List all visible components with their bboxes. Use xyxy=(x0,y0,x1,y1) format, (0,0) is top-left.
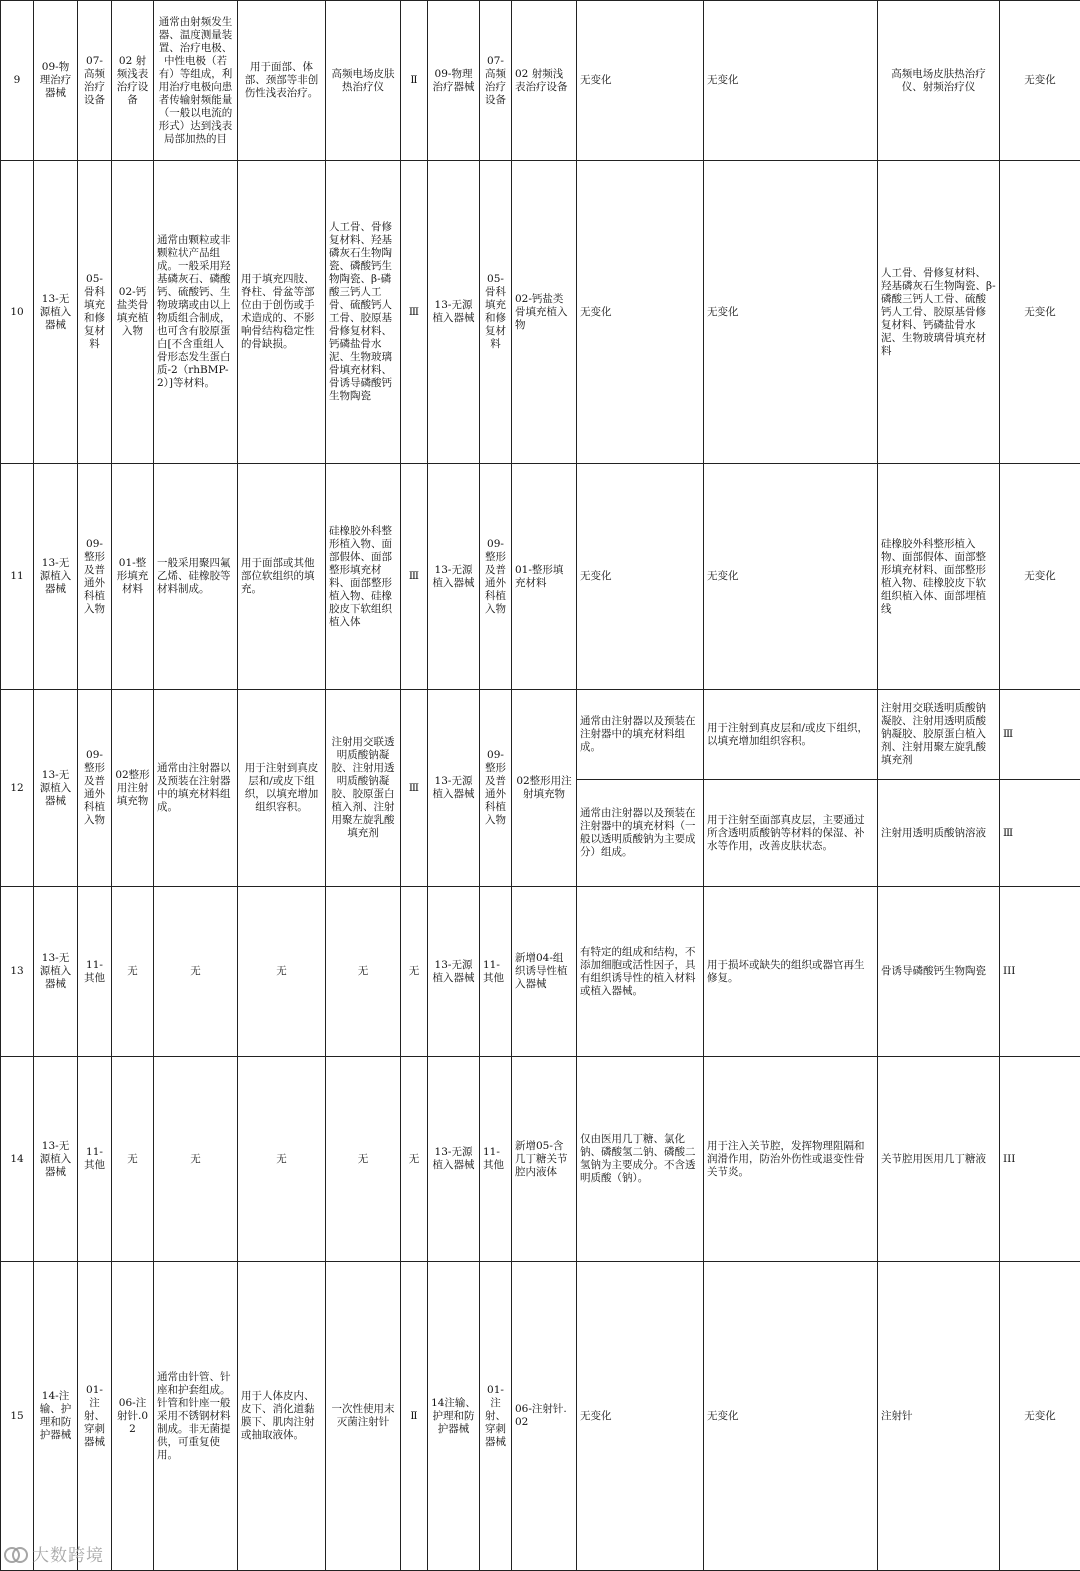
new-description: 无变化 xyxy=(577,1,704,161)
row-number: 13 xyxy=(1,887,34,1057)
old-product-examples: 无 xyxy=(326,887,401,1057)
new-intended-use: 用于注射到真皮层和/或皮下组织，以填充增加组织容积。 xyxy=(704,690,878,780)
new-subcategory-2: 06-注射针.02 xyxy=(512,1262,577,1571)
old-description: 无 xyxy=(154,887,238,1057)
old-product-examples: 硅橡胶外科整形植入物、面部假体、面部整形填充材料、面部整形植入物、硅橡胶皮下软组织植入体 xyxy=(326,464,401,690)
old-description: 无 xyxy=(154,1057,238,1262)
new-management-class: 无变化 xyxy=(1000,161,1080,464)
old-subcategory-1: 01-注射、穿刺器械 xyxy=(78,1262,112,1571)
old-subcategory-2: 01-整形填充材料 xyxy=(112,464,154,690)
old-category: 09-物理治疗器械 xyxy=(34,1,78,161)
old-product-examples: 无 xyxy=(326,1057,401,1262)
old-category: 13-无源植入器械 xyxy=(34,690,78,887)
new-subcategory-1: 11-其他 xyxy=(480,887,512,1057)
new-category: 13-无源植入器械 xyxy=(428,161,480,464)
old-subcategory-2: 无 xyxy=(112,887,154,1057)
watermark-text: 大数跨境 xyxy=(32,1541,104,1566)
new-management-class: III xyxy=(1000,887,1080,1057)
old-category: 13-无源植入器械 xyxy=(34,464,78,690)
old-description: 通常由射频发生器、温度测量装置、治疗电极、中性电极（若有）等组成，利用治疗电极向患者传输射频能量（一般以电流的形式）达到浅表局部加热的目 xyxy=(154,1,238,161)
new-subcategory-1: 01-注射、穿刺器械 xyxy=(480,1262,512,1571)
new-subcategory-1: 05-骨科填充和修复材料 xyxy=(480,161,512,464)
new-category: 13-无源植入器械 xyxy=(428,887,480,1057)
table-row xyxy=(1,161,1080,464)
old-intended-use: 用于填充四肢、脊柱、骨盆等部位由于创伤或手术造成的、不影响骨结构稳定性的骨缺损。 xyxy=(238,161,326,464)
old-subcategory-1: 11-其他 xyxy=(78,1057,112,1262)
old-product-examples: 一次性使用末灭菌注射针 xyxy=(326,1262,401,1571)
old-category: 14-注输、护理和防护器械 xyxy=(34,1262,78,1571)
table-row xyxy=(1,1262,1080,1571)
row-number: 11 xyxy=(1,464,34,690)
watermark xyxy=(4,1541,104,1566)
table-row xyxy=(1,690,1080,780)
new-management-class: Ⅲ xyxy=(1000,780,1080,887)
old-intended-use: 用于人体皮内、皮下、消化道黏膜下、肌肉注射或抽取液体。 xyxy=(238,1262,326,1571)
old-description: 通常由针管、针座和护套组成。针管和针座一般采用不锈钢材料制成。非无菌提供，可重复使用。 xyxy=(154,1262,238,1571)
new-management-class: 无变化 xyxy=(1000,464,1080,690)
new-description: 通常由注射器以及预装在注射器中的填充材料（一般以透明质酸钠为主要成分）组成。 xyxy=(577,780,704,887)
old-subcategory-2: 无 xyxy=(112,1057,154,1262)
row-number: 15 xyxy=(1,1262,34,1571)
old-subcategory-1: 09-整形及普通外科植入物 xyxy=(78,690,112,887)
old-intended-use: 用于面部、体部、颈部等非创伤性浅表治疗。 xyxy=(238,1,326,161)
old-management-class: 无 xyxy=(401,1057,428,1262)
old-management-class: Ⅲ xyxy=(401,161,428,464)
new-intended-use: 无变化 xyxy=(704,1,878,161)
row-number: 10 xyxy=(1,161,34,464)
new-subcategory-2: 01-整形填充材料 xyxy=(512,464,577,690)
old-management-class: Ⅲ xyxy=(401,464,428,690)
table-row xyxy=(1,1,1080,161)
table-row xyxy=(1,1057,1080,1262)
watermark-logo-icon xyxy=(4,1545,26,1563)
new-intended-use: 用于损坏或缺失的组织或器官再生修复。 xyxy=(704,887,878,1057)
table-row xyxy=(1,464,1080,690)
new-category: 13-无源植入器械 xyxy=(428,1057,480,1262)
old-management-class: Ⅱ xyxy=(401,1,428,161)
new-product-examples: 注射用交联透明质酸钠凝胶、注射用透明质酸钠凝胶、胶原蛋白植入剂、注射用聚左旋乳酸填充剂 xyxy=(878,690,1000,780)
old-subcategory-2: 02 射频浅表治疗设备 xyxy=(112,1,154,161)
new-product-examples: 高频电场皮肤热治疗仪、射频治疗仪 xyxy=(878,1,1000,161)
new-category: 14注输、护理和防护器械 xyxy=(428,1262,480,1571)
old-management-class: Ⅱ xyxy=(401,1262,428,1571)
new-management-class: Ⅲ xyxy=(1000,690,1080,780)
old-product-examples: 高频电场皮肤热治疗仪 xyxy=(326,1,401,161)
new-intended-use: 无变化 xyxy=(704,464,878,690)
old-subcategory-2: 02-钙盐类骨填充植入物 xyxy=(112,161,154,464)
new-category: 13-无源植入器械 xyxy=(428,690,480,887)
new-subcategory-2: 02整形用注射填充物 xyxy=(512,690,577,887)
new-product-examples: 硅橡胶外科整形植入物、面部假体、面部整形填充材料、面部整形植入物、硅橡胶皮下软组织植入体、面部埋植线 xyxy=(878,464,1000,690)
new-description: 通常由注射器以及预装在注射器中的填充材料组成。 xyxy=(577,690,704,780)
new-product-examples: 关节腔用医用几丁糖液 xyxy=(878,1057,1000,1262)
old-subcategory-1: 05-骨科填充和修复材料 xyxy=(78,161,112,464)
new-description: 无变化 xyxy=(577,464,704,690)
new-category: 13-无源植入器械 xyxy=(428,464,480,690)
old-intended-use: 用于注射到真皮层和/或皮下组织，以填充增加组织容积。 xyxy=(238,690,326,887)
new-intended-use: 用于注射至面部真皮层，主要通过所含透明质酸钠等材料的保湿、补水等作用，改善皮肤状态。 xyxy=(704,780,878,887)
new-product-examples: 注射用透明质酸钠溶液 xyxy=(878,780,1000,887)
row-number: 12 xyxy=(1,690,34,887)
table-row xyxy=(1,887,1080,1057)
new-description: 无变化 xyxy=(577,161,704,464)
old-management-class: Ⅲ xyxy=(401,690,428,887)
old-description: 一般采用聚四氟乙烯、硅橡胶等材料制成。 xyxy=(154,464,238,690)
new-subcategory-1: 07-高频治疗设备 xyxy=(480,1,512,161)
old-intended-use: 无 xyxy=(238,887,326,1057)
row-number: 14 xyxy=(1,1057,34,1262)
new-product-examples: 注射针 xyxy=(878,1262,1000,1571)
new-product-examples: 骨诱导磷酸钙生物陶瓷 xyxy=(878,887,1000,1057)
new-subcategory-2: 02-钙盐类骨填充植入物 xyxy=(512,161,577,464)
new-management-class: 无变化 xyxy=(1000,1262,1080,1571)
row-number: 9 xyxy=(1,1,34,161)
new-description: 仅由医用几丁糖、氯化钠、磷酸氢二钠、磷酸二氢钠为主要成分。不含透明质酸（钠）。 xyxy=(577,1057,704,1262)
old-management-class: 无 xyxy=(401,887,428,1057)
new-subcategory-2: 新增04-组织诱导性植入器械 xyxy=(512,887,577,1057)
old-product-examples: 人工骨、骨修复材料、羟基磷灰石生物陶瓷、磷酸钙生物陶瓷、β-磷酸三钙人工骨、硫酸钙人工骨、胶原基骨修复材料、钙磷盐骨水泥、生物玻璃骨填充材料、骨诱导磷酸钙生物陶瓷 xyxy=(326,161,401,464)
new-description: 有特定的组成和结构，不添加细胞或活性因子，具有组织诱导性的植入材料或植入器械。 xyxy=(577,887,704,1057)
old-subcategory-1: 07-高频治疗设备 xyxy=(78,1,112,161)
old-category: 13-无源植入器械 xyxy=(34,887,78,1057)
new-management-class: III xyxy=(1000,1057,1080,1262)
old-description: 通常由注射器以及预装在注射器中的填充材料组成。 xyxy=(154,690,238,887)
old-subcategory-2: 06-注射针.02 xyxy=(112,1262,154,1571)
new-management-class: 无变化 xyxy=(1000,1,1080,161)
new-subcategory-1: 11-其他 xyxy=(480,1057,512,1262)
new-intended-use: 无变化 xyxy=(704,161,878,464)
new-subcategory-1: 09-整形及普通外科植入物 xyxy=(480,690,512,887)
new-category: 09-物理治疗器械 xyxy=(428,1,480,161)
old-subcategory-2: 02整形用注射填充物 xyxy=(112,690,154,887)
old-subcategory-1: 11-其他 xyxy=(78,887,112,1057)
old-category: 13-无源植入器械 xyxy=(34,1057,78,1262)
old-intended-use: 用于面部或其他部位软组织的填充。 xyxy=(238,464,326,690)
new-subcategory-2: 02 射频浅表治疗设备 xyxy=(512,1,577,161)
new-subcategory-2: 新增05-含几丁糖关节腔内液体 xyxy=(512,1057,577,1262)
new-subcategory-1: 09-整形及普通外科植入物 xyxy=(480,464,512,690)
new-description: 无变化 xyxy=(577,1262,704,1571)
new-intended-use: 用于注入关节腔，发挥物理阻隔和润滑作用，防治外伤性或退变性骨关节炎。 xyxy=(704,1057,878,1262)
old-subcategory-1: 09-整形及普通外科植入物 xyxy=(78,464,112,690)
new-product-examples: 人工骨、骨修复材料、羟基磷灰石生物陶瓷、β-磷酸三钙人工骨、硫酸钙人工骨、胶原基骨修复材料、钙磷盐骨水泥、生物玻璃骨填充材料 xyxy=(878,161,1000,464)
old-product-examples: 注射用交联透明质酸钠凝胶、注射用透明质酸钠凝胶、胶原蛋白植入剂、注射用聚左旋乳酸填充剂 xyxy=(326,690,401,887)
old-category: 13-无源植入器械 xyxy=(34,161,78,464)
old-description: 通常由颗粒或非颗粒状产品组成。一般采用羟基磷灰石、磷酸钙、硫酸钙、生物玻璃或由以上物质组合制成，也可含有胶原蛋白[不含重组人骨形态发生蛋白质-2（rhBMP-2）]等材料。 xyxy=(154,161,238,464)
new-intended-use: 无变化 xyxy=(704,1262,878,1571)
old-intended-use: 无 xyxy=(238,1057,326,1262)
